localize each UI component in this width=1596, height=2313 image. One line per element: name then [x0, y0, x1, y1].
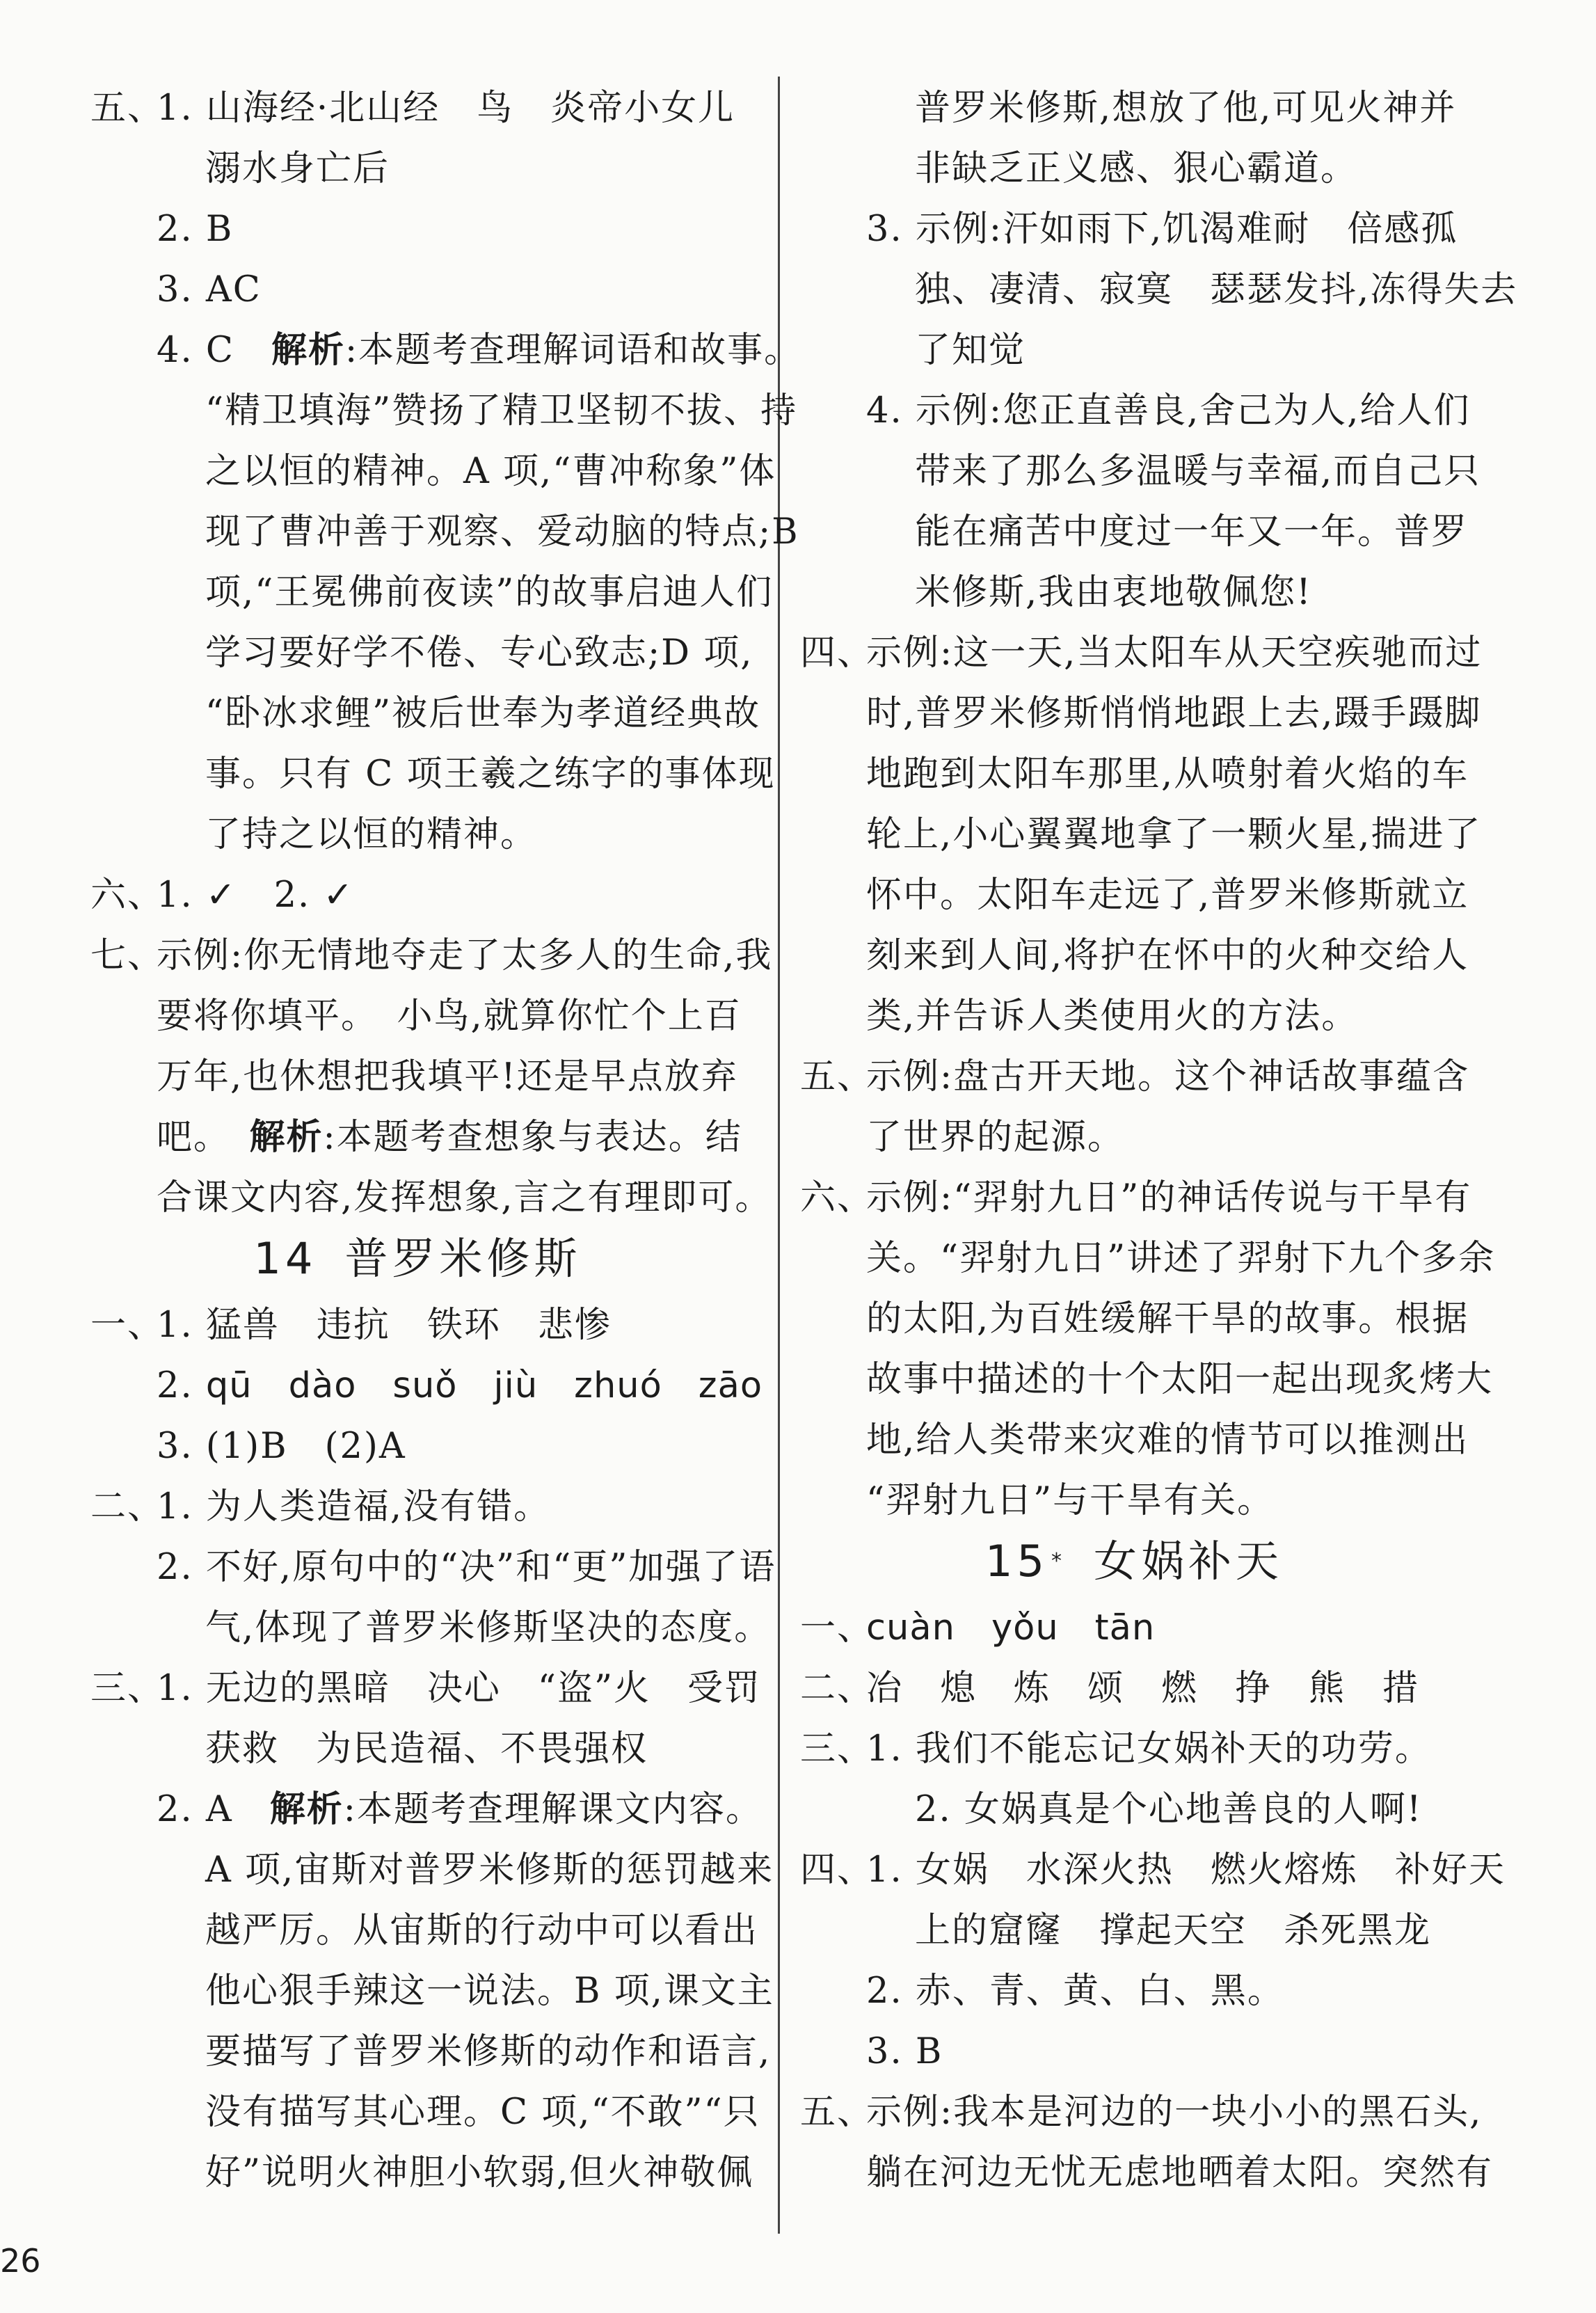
- answer-text: 了持之以恒的精神。: [205, 814, 538, 855]
- section-label: 六、: [90, 875, 165, 916]
- answer-text: 之以恒的精神。A 项,“曹冲称象”体: [205, 451, 776, 492]
- answer-text: 普罗米修斯,想放了他,可见火神并: [915, 88, 1457, 129]
- answer-text: 现了曹冲善于观察、爱动脑的特点;B: [205, 511, 799, 553]
- answer-text: 越严厉。从宙斯的行动中可以看出: [205, 1910, 759, 1951]
- section-label: 六、: [800, 1177, 875, 1218]
- answer-text: 要描写了普罗米修斯的动作和语言,: [205, 2031, 772, 2072]
- item-number: 1.: [157, 1305, 193, 1346]
- section-label: 一、: [90, 1305, 165, 1346]
- lesson-heading: [807, 1531, 1461, 1598]
- item-number: 2.: [157, 1789, 193, 1830]
- item-number: 1.: [157, 88, 193, 129]
- answer-text: 合课文内容,发挥想象,言之有理即可。: [157, 1177, 772, 1218]
- analysis-tag: 解析: [269, 1789, 344, 1830]
- answer-text: 刻来到人间,将护在怀中的火种交给人: [866, 935, 1469, 976]
- lesson-number: 15 *: [985, 1536, 1066, 1587]
- answer-text: 了世界的起源。: [866, 1117, 1125, 1158]
- item-number: 2.: [157, 209, 193, 250]
- answer-line: [90, 925, 773, 986]
- answer-text: 学习要好学不倦、专心致志;D 项,: [205, 633, 753, 674]
- answer-text: 独、凄清、寂寞 瑟瑟发抖,冻得失去: [915, 269, 1518, 310]
- item-number: 4.: [157, 330, 193, 371]
- item-number: 2.: [866, 1971, 903, 2012]
- answer-text: :本题考查想象与表达。结: [323, 1117, 742, 1158]
- answer-text: 的太阳,为百姓缓解干旱的故事。根据: [866, 1298, 1469, 1340]
- answer-line: [90, 138, 744, 199]
- answer-text: 女娲 水深火热 燃火熔炼 补好天: [915, 1850, 1506, 1891]
- answer-text: 吧。: [157, 1117, 250, 1158]
- answer-text: 项,“王冕佛前夜读”的故事启迪人们: [205, 572, 774, 613]
- section-label: 五、: [800, 2092, 875, 2133]
- answer-text: 米修斯,我由衷地敬佩您!: [915, 572, 1312, 613]
- answer-text: 示例:“羿射九日”的神话传说与干旱有: [866, 1177, 1472, 1218]
- item-number: 2.: [157, 1365, 193, 1406]
- answer-line: [90, 320, 801, 381]
- answer-text: 了知觉: [915, 330, 1026, 371]
- section-label: 五、: [800, 1056, 875, 1097]
- answer-text: :本题考查理解课文内容。: [343, 1789, 763, 1830]
- section-label: 二、: [90, 1486, 165, 1527]
- answer-text: 1. ✓ 2. ✓: [157, 875, 355, 916]
- answer-text: 上的窟窿 撑起天空 杀死黑龙: [915, 1910, 1432, 1951]
- answer-text: 非缺乏正义感、狠心霸道。: [915, 148, 1358, 189]
- answer-text: 赤、青、黄、白、黑。: [915, 1971, 1284, 2012]
- right-column: [800, 78, 1518, 2203]
- pinyin-answer: qū dào suǒ jiù zhuó zāo: [205, 1365, 763, 1406]
- item-number: 1.: [866, 1850, 903, 1891]
- answer-text: 类,并告诉人类使用火的方法。: [866, 996, 1359, 1037]
- answer-text: 气,体现了普罗米修斯坚决的态度。: [205, 1607, 772, 1648]
- answer-text: A 项,宙斯对普罗米修斯的惩罚越来: [205, 1850, 774, 1891]
- section-label: 二、: [800, 1668, 875, 1709]
- answer-text: 地跑到太阳车那里,从喷射着火焰的车: [866, 754, 1469, 795]
- section-label: 四、: [800, 633, 875, 674]
- lesson-title: 女娲补天: [1093, 1536, 1283, 1587]
- page-number: 26: [0, 2242, 41, 2280]
- item-number: 3.: [866, 209, 903, 250]
- item-number: 3.: [866, 2031, 903, 2072]
- answer-text: 好”说明火神胆小软弱,但火神敬佩: [205, 2152, 754, 2193]
- item-number: 2.: [157, 1547, 193, 1588]
- answer-text: 示例:这一天,当太阳车从天空疾驰而过: [866, 633, 1483, 674]
- answer-text: 无边的黑暗 决心 “盗”火 受罚: [205, 1668, 762, 1709]
- answer-text: 万年,也休想把我填平!还是早点放弃: [157, 1056, 738, 1097]
- item-number: 3.: [157, 269, 193, 310]
- item-number: 1.: [157, 1486, 193, 1527]
- item-number: 1.: [157, 1668, 193, 1709]
- answer-text: B: [915, 2031, 943, 2072]
- answer-choice: A: [205, 1789, 233, 1830]
- answer-text: AC: [205, 269, 262, 310]
- section-label: 七、: [90, 935, 165, 976]
- answer-text: “卧冰求鲤”被后世奉为孝道经典故: [205, 693, 761, 734]
- answer-text: 没有描写其心理。C 项,“不敢”“只: [205, 2092, 760, 2133]
- answer-text: 关。“羿射九日”讲述了羿射下九个多余: [866, 1238, 1496, 1279]
- answer-line: [90, 865, 744, 925]
- lesson-title: 普罗米修斯: [344, 1233, 582, 1284]
- answer-text: 示例:我本是河边的一块小小的黑石头,: [866, 2092, 1483, 2133]
- answer-text: 他心狠手辣这一说法。B 项,课文主: [205, 1971, 774, 2012]
- answer-text: 事。只有 C 项王羲之练字的事体现: [205, 754, 776, 795]
- lesson-heading: [90, 1228, 744, 1295]
- answer-line: [90, 260, 744, 320]
- answer-text: 地,给人类带来灾难的情节可以推测出: [866, 1420, 1469, 1461]
- item-number: 2.: [915, 1789, 952, 1830]
- answer-text: 猛兽 违抗 铁环 悲惨: [205, 1305, 612, 1346]
- answer-text: 示例:盘古开天地。这个神话故事蕴含: [866, 1056, 1470, 1097]
- analysis-tag: 解析: [271, 330, 345, 371]
- answer-text: 山海经·北山经 鸟 炎帝小女儿: [205, 88, 735, 129]
- answer-text: 躺在河边无忧无虑地晒着太阳。突然有: [866, 2152, 1494, 2193]
- answer-text: “羿射九日”与干旱有关。: [866, 1480, 1275, 1521]
- answer-text: 溺水身亡后: [205, 148, 390, 189]
- section-label: 一、: [800, 1607, 875, 1648]
- answer-text: 为人类造福,没有错。: [205, 1486, 551, 1527]
- answer-text: 能在痛苦中度过一年又一年。普罗: [915, 511, 1469, 553]
- answer-line: [90, 78, 744, 138]
- section-label: 四、: [800, 1850, 875, 1891]
- section-label: 三、: [800, 1728, 875, 1770]
- answer-text: 故事中描述的十个太阳一起出现炙烤大: [866, 1359, 1494, 1400]
- section-label: 五、: [90, 88, 165, 129]
- pinyin-answer: cuàn yǒu tān: [866, 1607, 1156, 1648]
- answer-text: 要将你填平。 小鸟,就算你忙个上百: [157, 996, 742, 1037]
- answer-text: “精卫填海”赞扬了精卫坚韧不拔、持: [205, 390, 798, 431]
- answer-text: 示例:汗如雨下,饥渴难耐 倍感孤: [915, 209, 1458, 250]
- section-label: 三、: [90, 1668, 165, 1709]
- answer-text: 示例:你无情地夺走了太多人的生命,我: [157, 935, 773, 976]
- answer-text: 时,普罗米修斯悄悄地跟上去,蹑手蹑脚: [866, 693, 1482, 734]
- answer-text: 冶 熄 炼 颂 燃 挣 熊 措: [866, 1668, 1420, 1709]
- answer-choice: C: [205, 330, 234, 371]
- lesson-number: 14: [253, 1233, 317, 1284]
- item-number: 1.: [866, 1728, 903, 1770]
- item-number: 4.: [866, 390, 903, 431]
- answer-text: (1)B (2)A: [205, 1426, 406, 1467]
- answer-text: 女娲真是个心地善良的人啊!: [964, 1789, 1423, 1830]
- answer-text: 获救 为民造福、不畏强权: [205, 1728, 648, 1770]
- answer-text: 怀中。太阳车走远了,普罗米修斯就立: [866, 875, 1469, 916]
- answer-text: 不好,原句中的“决”和“更”加强了语: [205, 1547, 776, 1588]
- optional-lesson-star: *: [1051, 1549, 1066, 1573]
- left-column: [90, 78, 801, 2203]
- answer-text: :本题考查理解词语和故事。: [344, 330, 801, 371]
- answer-text: B: [205, 209, 234, 250]
- item-number: 3.: [157, 1426, 193, 1467]
- answer-line: [90, 199, 744, 260]
- answer-text: 我们不能忘记女娲补天的功劳。: [915, 1728, 1432, 1770]
- analysis-tag: 解析: [249, 1117, 324, 1158]
- answer-text: 轮上,小心翼翼地拿了一颗火星,揣进了: [866, 814, 1482, 855]
- answer-text: 带来了那么多温暖与幸福,而自己只: [915, 451, 1481, 492]
- answer-text: 示例:您正直善良,舍己为人,给人们: [915, 390, 1471, 431]
